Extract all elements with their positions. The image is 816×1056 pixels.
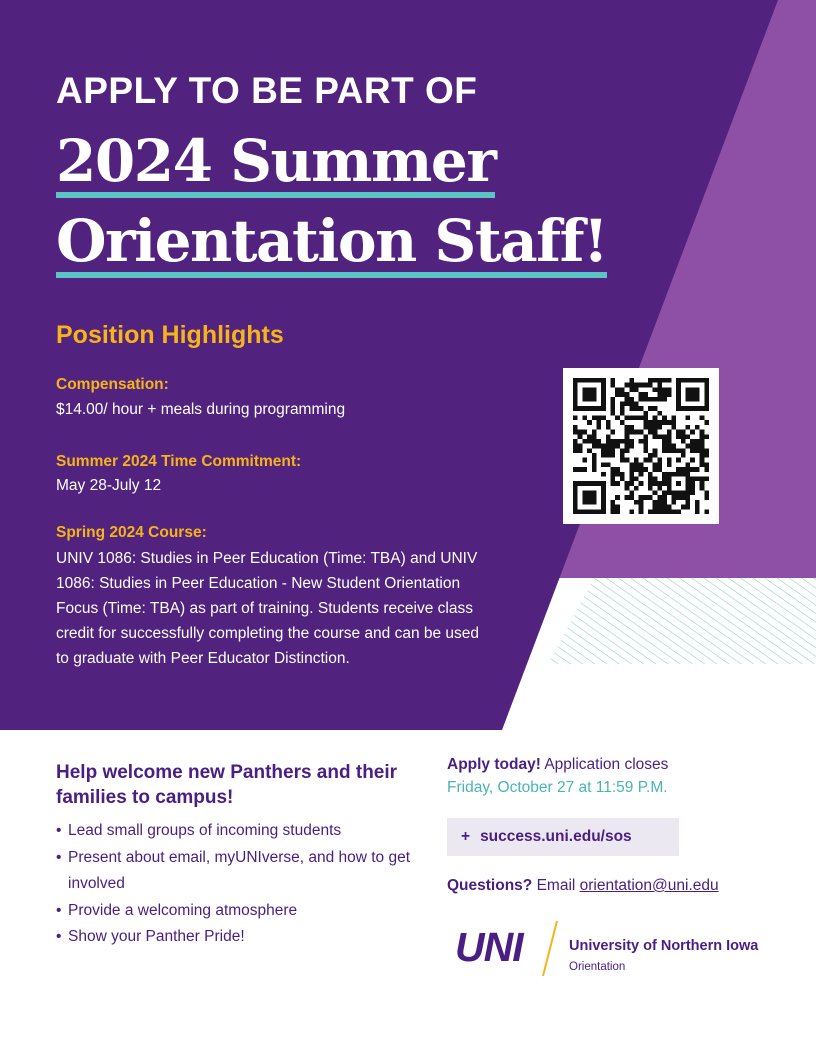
list-item <box>56 818 416 845</box>
apply-today-bold: Apply today! <box>447 756 541 773</box>
plus-icon: + <box>461 828 471 845</box>
apply-link-button[interactable] <box>447 818 679 856</box>
bullet-text: Show your Panther Pride! <box>68 928 245 945</box>
bullet-text: Provide a welcoming atmosphere <box>68 901 298 919</box>
bullet-icon: • <box>56 901 62 919</box>
email-link[interactable]: orientation@uni.edu <box>579 877 719 894</box>
header-kicker: APPLY TO BE PART OF <box>56 70 478 111</box>
bullet-text: Present about email, myUNIverse, and how to get involved <box>68 848 411 892</box>
compensation-value: $14.00/ hour + meals during programming <box>56 401 346 418</box>
department-name: Orientation <box>569 961 626 973</box>
headline-line-2: Orientation Staff! <box>56 212 607 278</box>
logo-divider-slash <box>537 920 561 978</box>
qr-code[interactable] <box>563 368 719 524</box>
list-item <box>56 924 416 951</box>
welcome-title: Help welcome new Panthers and their families to campus! <box>56 762 398 808</box>
deadline-text: Friday, October 27 at 11:59 P.M. <box>447 779 668 796</box>
list-item <box>56 898 416 925</box>
list-item <box>56 845 416 898</box>
apply-link-text: success.uni.edu/sos <box>480 828 632 845</box>
university-name: University of Northern Iowa <box>569 938 759 954</box>
application-closes-text: Application closes <box>540 756 669 773</box>
hatch-pattern-visible <box>548 578 816 664</box>
bullet-icon: • <box>56 848 62 866</box>
qr-code-icon <box>573 378 709 514</box>
bullet-icon: • <box>56 928 62 945</box>
bullet-text: Lead small groups of incoming students <box>68 822 342 839</box>
position-highlights-title: Position Highlights <box>56 321 284 349</box>
uni-wordmark: UNI <box>455 924 523 970</box>
bullet-icon: • <box>56 822 62 839</box>
time-commitment-value: May 28-July 12 <box>56 477 162 494</box>
apply-today-line <box>447 756 668 774</box>
welcome-bullet-list <box>56 818 416 951</box>
compensation-label: Compensation: <box>56 376 169 393</box>
questions-line <box>447 877 719 895</box>
course-description: UNIV 1086: Studies in Peer Education (Time: TBA) and UNIV 1086: Studies in Peer Education - New Student Orientation Focus (Time: TBA) as part of training. Students receive class credit for successfully completing the course and can be used to graduate with Peer Educator Distinction. <box>56 550 480 667</box>
questions-email-prefix: Email <box>532 877 580 894</box>
time-commitment-label: Summer 2024 Time Commitment: <box>56 453 302 470</box>
questions-bold: Questions? <box>447 877 533 894</box>
headline-line-1: 2024 Summer <box>56 132 495 198</box>
uni-logo <box>455 920 795 980</box>
course-label: Spring 2024 Course: <box>56 524 207 541</box>
